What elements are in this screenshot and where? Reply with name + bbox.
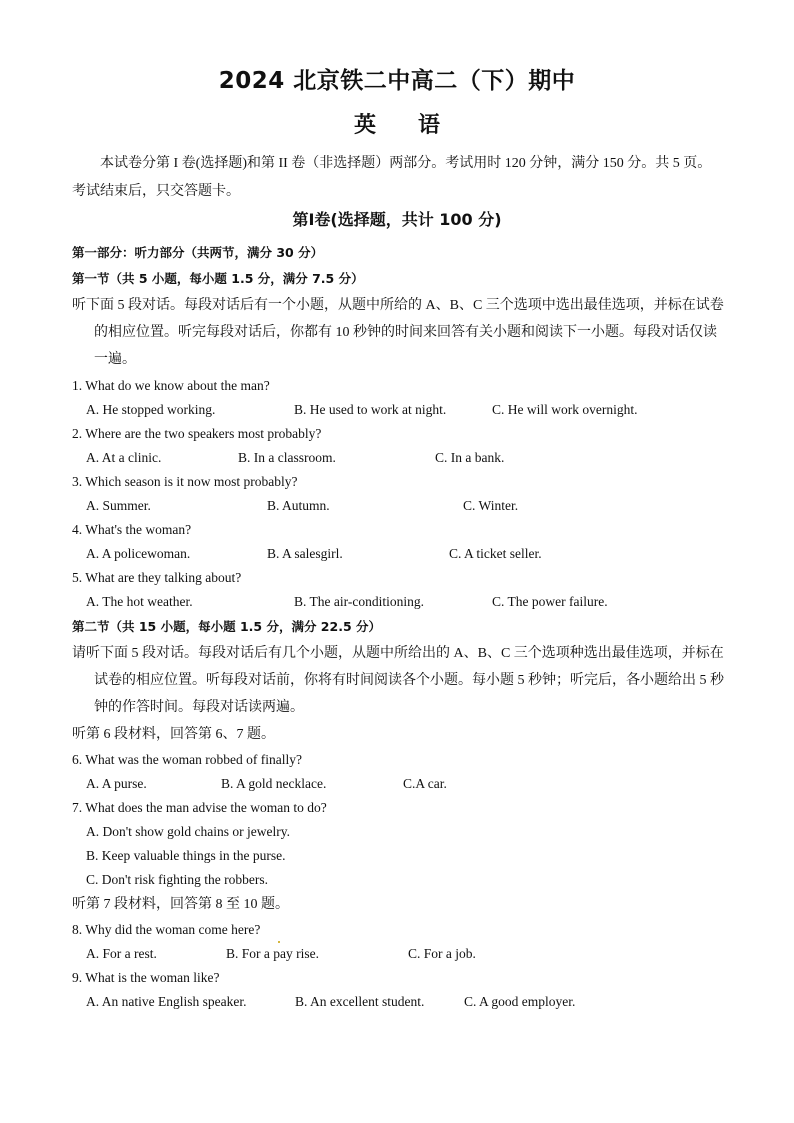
option-b: B. An excellent student.: [295, 994, 425, 1009]
option-b: B. In a classroom.: [238, 450, 336, 465]
option-b: B. A gold necklace.: [221, 776, 327, 791]
option-b: B. The air-conditioning.: [294, 594, 424, 609]
option-b: B. Autumn.: [267, 498, 330, 513]
section2-heading: 第二节（共 15 小题，每小题 1.5 分，满分 22.5 分）: [72, 619, 381, 634]
option-b: B. For a pay rise.: [226, 946, 319, 961]
question-stem: 3. Which season is it now most probably?: [72, 474, 298, 489]
option-a: A. Summer.: [86, 498, 151, 513]
exam-title: 2024 北京铁二中高二（下）期中: [218, 68, 576, 94]
option-a: A. For a rest.: [86, 946, 157, 961]
part1-heading: 第一部分：听力部分（共两节，满分 30 分）: [72, 245, 324, 260]
speck-mark: [278, 941, 280, 943]
exam-intro: 本试卷分第 I 卷(选择题)和第 II 卷（非选择题）两部分。考试用时 120 分钟，满分 150 分。共 5 页。考试结束后，只交答题卡。: [72, 156, 712, 199]
option-a: A. Don't show gold chains or jewelry.: [86, 824, 291, 839]
question-options: [72, 398, 724, 422]
question-stem: 1. What do we know about the man?: [72, 378, 270, 393]
question-stem: 5. What are they talking about?: [72, 570, 242, 585]
option-c: C. For a job.: [408, 946, 476, 961]
section1-heading: 第一节（共 5 小题，每小题 1.5 分，满分 7.5 分）: [72, 271, 364, 286]
exam-content: [72, 240, 724, 1014]
section2-instructions: 请听下面 5 段对话。每段对话后有几个小题，从题中所给出的 A、B、C 三个选项种选出最佳选项，并标在试卷的相应位置。听每段对话前，你将有时间阅读各个小题。每小题 5 秒钟；听完后，各小题给出 5 秒钟的作答时间。每段对话读两遍。: [72, 646, 724, 715]
option-c: C. Don't risk fighting the robbers.: [86, 872, 269, 887]
listen-instruction: 听第 7 段材料，回答第 8 至 10 题。: [72, 897, 289, 912]
option-c: C. He will work overnight.: [492, 402, 638, 417]
option-a: A. A policewoman.: [86, 546, 191, 561]
option-c: C. In a bank.: [435, 450, 505, 465]
option-c: C. Winter.: [463, 498, 519, 513]
question-options: [72, 942, 724, 966]
question-stem: 8. Why did the woman come here?: [72, 922, 261, 937]
option-c: C.A car.: [403, 776, 447, 791]
option-a: A. A purse.: [86, 776, 147, 791]
question-options: [72, 494, 724, 518]
listen-instruction: 听第 6 段材料，回答第 6、7 题。: [72, 727, 275, 742]
section1-instructions: 听下面 5 段对话。每段对话后有一个小题，从题中所给的 A、B、C 三个选项中选出最佳选项，并标在试卷的相应位置。听完每段对话后，你都有 10 秒钟的时间来回答有关小题和阅读下一小题。每段对话仅读一遍。: [72, 298, 724, 367]
question-stem: 2. Where are the two speakers most probably?: [72, 426, 322, 441]
question-stem: 4. What's the woman?: [72, 522, 192, 537]
part1-title: 第Ⅰ卷(选择题，共计 100 分): [292, 210, 502, 229]
subject-title: 英语: [353, 113, 482, 138]
question-options: [72, 590, 724, 614]
question-stem: 6. What was the woman robbed of finally?: [72, 752, 302, 767]
option-b: B. Keep valuable things in the purse.: [86, 848, 286, 863]
option-a: A. The hot weather.: [86, 594, 193, 609]
option-b: B. A salesgirl.: [267, 546, 343, 561]
question-stem: 9. What is the woman like?: [72, 970, 220, 985]
question-stem: 7. What does the man advise the woman to do?: [72, 800, 327, 815]
option-b: B. He used to work at night.: [294, 402, 447, 417]
question-options: [72, 990, 724, 1014]
option-c: C. A ticket seller.: [449, 546, 542, 561]
question-options: [72, 772, 724, 796]
option-a: A. At a clinic.: [86, 450, 162, 465]
option-c: C. The power failure.: [492, 594, 608, 609]
option-a: A. He stopped working.: [86, 402, 216, 417]
option-a: A. An native English speaker.: [86, 994, 247, 1009]
question-options: [72, 542, 724, 566]
option-c: C. A good employer.: [464, 994, 576, 1009]
question-options: [72, 446, 724, 470]
